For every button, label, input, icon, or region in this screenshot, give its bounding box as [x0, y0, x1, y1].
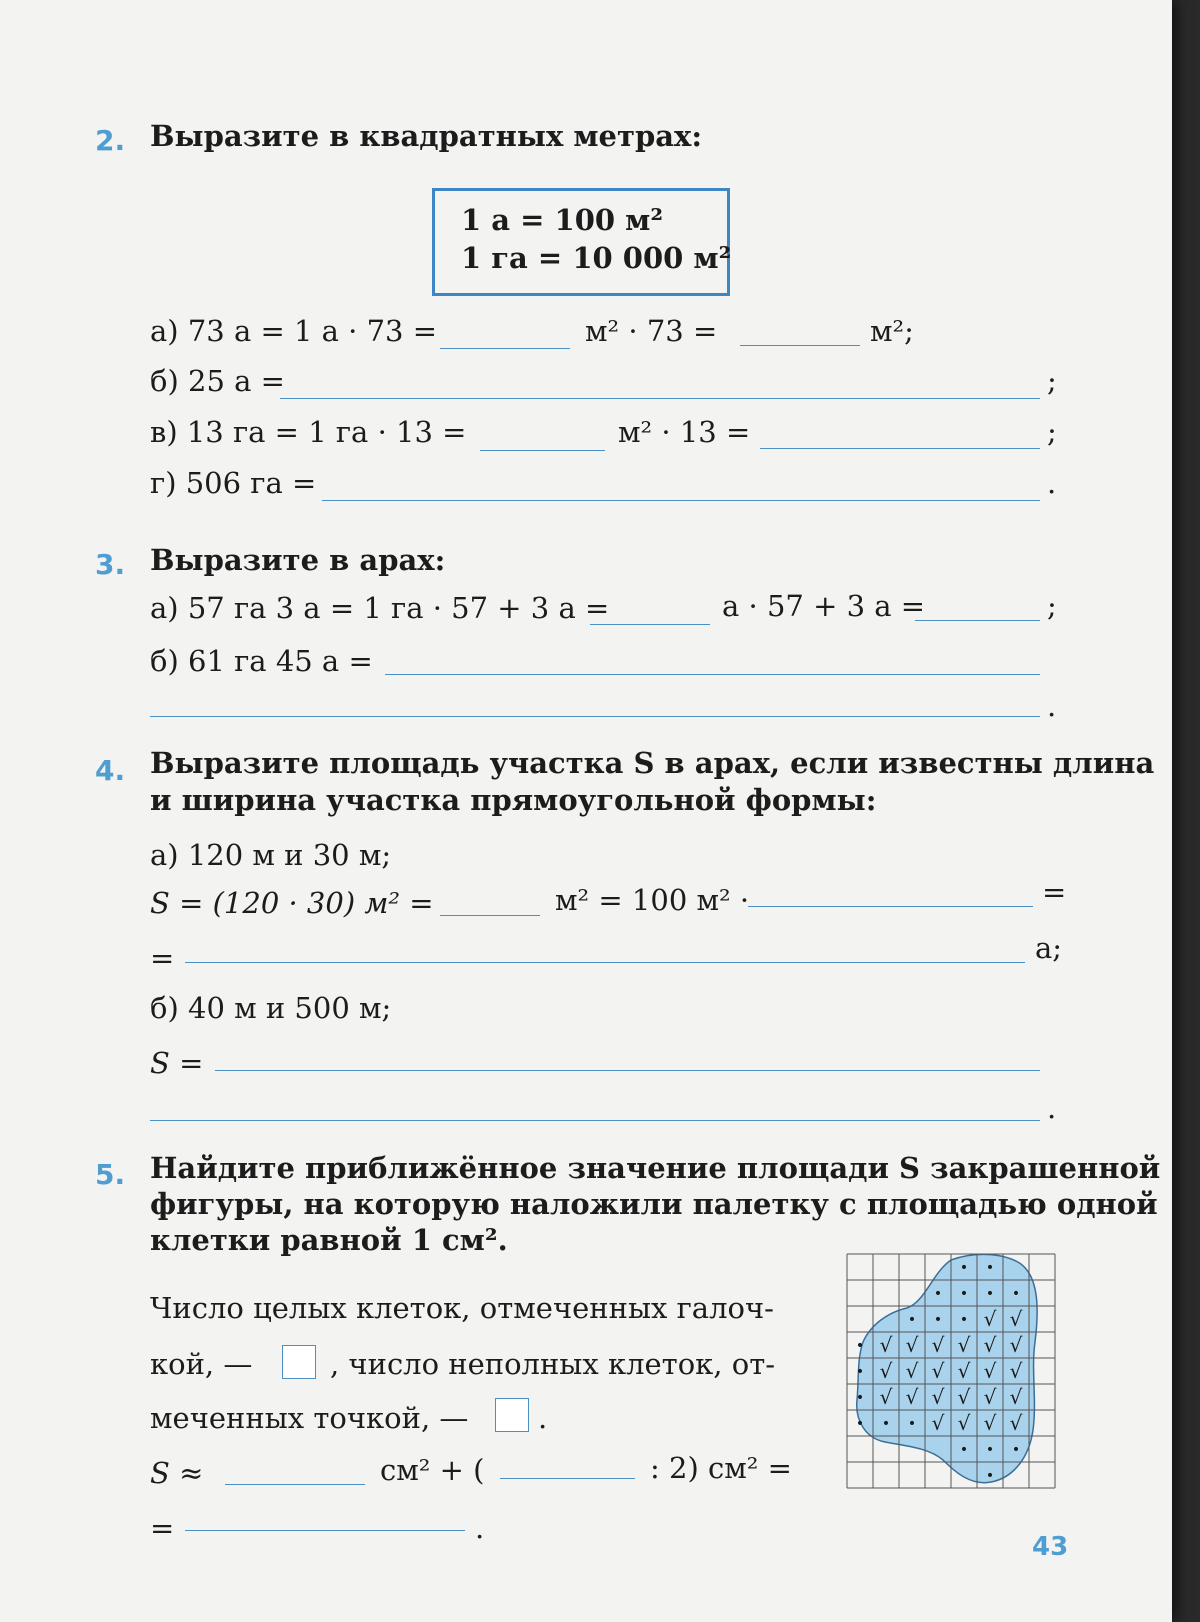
check-mark: √ [1009, 1307, 1023, 1331]
task-3a-blank-2[interactable] [915, 620, 1040, 621]
check-mark: √ [931, 1411, 945, 1435]
check-mark: √ [983, 1359, 997, 1383]
check-mark: √ [983, 1385, 997, 1409]
check-mark: √ [905, 1333, 919, 1357]
task-2-number: 2. [95, 124, 126, 157]
partial-cells-answer-box[interactable] [495, 1398, 529, 1432]
dot-mark: • [985, 1260, 995, 1276]
task-4a-eq: = [1042, 875, 1067, 909]
check-mark: √ [931, 1333, 945, 1357]
dot-mark: • [985, 1442, 995, 1458]
task-4b-blank-2[interactable] [150, 1120, 1040, 1121]
check-mark: √ [1009, 1333, 1023, 1357]
task-2v-blank-2[interactable] [760, 448, 1040, 449]
dot-mark: • [959, 1260, 969, 1276]
task-3a-end: ; [1047, 589, 1057, 623]
task-2b-blank[interactable] [280, 398, 1040, 399]
check-mark: √ [905, 1385, 919, 1409]
dot-mark: • [959, 1442, 969, 1458]
check-mark: √ [983, 1333, 997, 1357]
task-4a-line2-eq: = [150, 941, 175, 975]
task-2a-blank-1[interactable] [440, 348, 570, 349]
whole-cells-answer-box[interactable] [282, 1345, 316, 1379]
task-2g-text: г) 506 га = [150, 466, 317, 500]
check-mark: √ [931, 1359, 945, 1383]
task-4b-label: б) 40 м и 500 м; [150, 991, 392, 1025]
task-2b-end: ; [1047, 364, 1057, 398]
task-4a-blank-1[interactable] [440, 915, 540, 916]
task-5-formula-cm: см² + ( [380, 1453, 485, 1487]
task-4a-formula: S = (120 · 30) м² = [150, 886, 434, 920]
check-mark: √ [957, 1359, 971, 1383]
check-mark: √ [1009, 1411, 1023, 1435]
task-5-text-line-2b: , число неполных клеток, от- [330, 1347, 776, 1381]
task-5-title-line-2: фигуры, на которую наложили палетку с площадью одной [150, 1187, 1158, 1221]
task-4-number: 4. [95, 754, 126, 787]
check-mark: √ [931, 1385, 945, 1409]
task-2b-text: б) 25 а = [150, 364, 285, 398]
dot-mark: • [881, 1416, 891, 1432]
task-5-formula-s: S ≈ [150, 1456, 204, 1490]
task-2v-mid: м² · 13 = [618, 415, 751, 449]
task-4a-line2-end: а; [1035, 931, 1063, 965]
task-2g-end: . [1047, 466, 1057, 500]
task-5-text-line-3: меченных точкой, — [150, 1401, 469, 1435]
task-4b-formula: S = [150, 1046, 204, 1080]
task-3b-text: б) 61 га 45 а = [150, 644, 373, 678]
task-5-number: 5. [95, 1158, 126, 1191]
task-2v-text: в) 13 га = 1 га · 13 = [150, 415, 467, 449]
check-mark: √ [1009, 1385, 1023, 1409]
task-3-title: Выразите в арах: [150, 543, 446, 577]
check-mark: √ [879, 1385, 893, 1409]
conversion-box [432, 188, 730, 296]
task-2a-end: м²; [870, 314, 914, 348]
dot-mark: • [855, 1390, 865, 1406]
check-mark: √ [983, 1411, 997, 1435]
task-4-title-line-2: и ширина участка прямоугольной формы: [150, 783, 877, 817]
task-4-title-line-1: Выразите площадь участка S в арах, если известны длина [150, 746, 1155, 780]
check-mark: √ [957, 1411, 971, 1435]
task-5-blank-3[interactable] [185, 1530, 465, 1531]
check-mark: √ [1009, 1359, 1023, 1383]
task-4b-end: . [1047, 1091, 1057, 1125]
dot-mark: • [959, 1286, 969, 1302]
dot-mark: • [985, 1468, 995, 1484]
dot-mark: • [855, 1416, 865, 1432]
dot-mark: • [1011, 1442, 1021, 1458]
task-2a-mid: м² · 73 = [585, 314, 718, 348]
dot-mark: • [959, 1312, 969, 1328]
task-2-title: Выразите в квадратных метрах: [150, 119, 703, 153]
task-5-text-line-1: Число целых клеток, отмеченных галоч- [150, 1291, 774, 1325]
task-5-last-eq: = [150, 1511, 175, 1545]
task-3a-text: а) 57 га 3 а = 1 га · 57 + 3 а = [150, 591, 610, 625]
task-2v-end: ; [1047, 415, 1057, 449]
task-3b-blank-2[interactable] [150, 716, 1040, 717]
dot-mark: • [907, 1312, 917, 1328]
dot-mark: • [985, 1286, 995, 1302]
task-4a-blank-2[interactable] [748, 906, 1033, 907]
task-3b-blank-1[interactable] [385, 674, 1040, 675]
task-4b-blank-1[interactable] [215, 1070, 1040, 1071]
task-5-blank-1[interactable] [225, 1484, 365, 1485]
dot-mark: • [907, 1416, 917, 1432]
task-5-text-line-3-end: . [538, 1401, 548, 1435]
task-3b-end: . [1047, 689, 1057, 723]
task-3-number: 3. [95, 548, 126, 581]
dot-mark: • [933, 1312, 943, 1328]
check-mark: √ [879, 1333, 893, 1357]
dot-mark: • [1011, 1286, 1021, 1302]
task-5-formula-div: : 2) см² = [650, 1451, 792, 1485]
task-2a-blank-2[interactable] [740, 345, 860, 346]
conversion-line-1: 1 а = 100 м² [461, 203, 664, 237]
conversion-line-2: 1 га = 10 000 м² [461, 241, 732, 275]
task-5-blank-2[interactable] [500, 1478, 635, 1479]
page-number: 43 [1032, 1532, 1069, 1562]
task-4a-mid: м² = 100 м² · [555, 883, 750, 917]
check-mark: √ [957, 1333, 971, 1357]
check-mark: √ [905, 1359, 919, 1383]
task-5-title-line-1: Найдите приближённое значение площади S закрашенной [150, 1151, 1161, 1185]
task-5-title-line-3: клетки равной 1 см². [150, 1223, 508, 1257]
task-4a-blank-3[interactable] [185, 962, 1025, 963]
check-mark: √ [983, 1307, 997, 1331]
task-3a-mid: а · 57 + 3 а = [722, 589, 926, 623]
task-5-text-line-2a: кой, — [150, 1347, 253, 1381]
check-mark: √ [957, 1385, 971, 1409]
check-mark: √ [879, 1359, 893, 1383]
task-2g-blank[interactable] [322, 500, 1040, 501]
task-2a-text: а) 73 а = 1 а · 73 = [150, 314, 437, 348]
task-3a-blank-1[interactable] [590, 624, 710, 625]
task-4a-label: а) 120 м и 30 м; [150, 838, 392, 872]
dot-mark: • [855, 1338, 865, 1354]
palette-grid-figure [843, 1250, 1069, 1500]
dot-mark: • [855, 1364, 865, 1380]
task-2v-blank-1[interactable] [480, 450, 605, 451]
dot-mark: • [933, 1286, 943, 1302]
task-5-last-end: . [475, 1511, 485, 1545]
